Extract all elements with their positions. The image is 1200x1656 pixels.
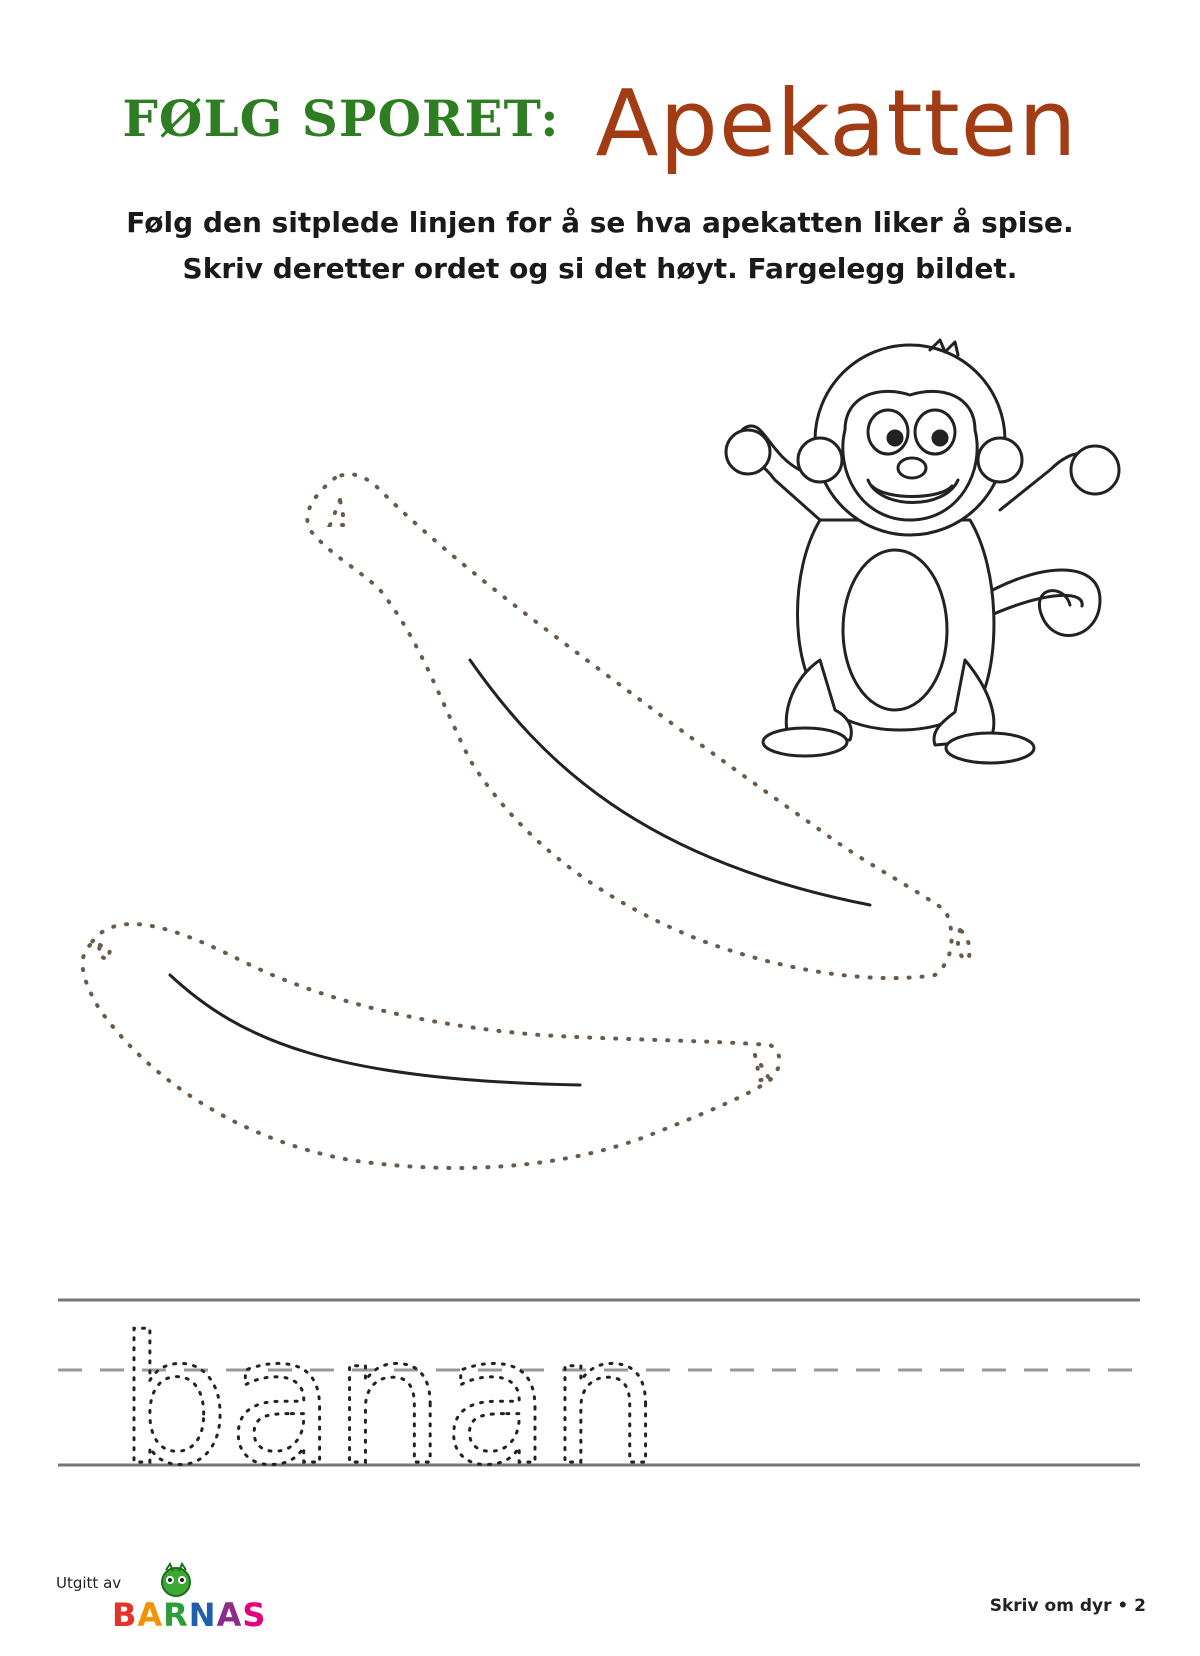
brand-letter: S	[242, 1596, 267, 1634]
published-by-label: Utgitt av	[56, 1574, 122, 1592]
brand-wordmark	[112, 1596, 266, 1634]
banana-dotted-outline-lower	[83, 924, 780, 1168]
publisher-logo	[56, 1560, 286, 1640]
instruction-line-1: Følg den sitplede linjen for å se hva apekatten liker å spise.	[126, 206, 1074, 239]
brand-letter: R	[163, 1596, 189, 1634]
monkey-illustration	[726, 340, 1119, 763]
page-title: Apekatten	[595, 70, 1078, 177]
page-label: Skriv om dyr • 2	[989, 1596, 1146, 1616]
banana-inner-line-lower	[170, 975, 580, 1085]
instruction-line-2: Skriv deretter ordet og si det høyt. Fargelegg bildet.	[182, 252, 1018, 285]
brand-letter: A	[137, 1596, 164, 1634]
brand-letter: B	[112, 1596, 138, 1634]
barnas-mascot-icon	[156, 1560, 196, 1598]
brand-letter: A	[216, 1596, 243, 1634]
tracing-word[interactable]: banan	[118, 1299, 659, 1504]
brand-letter: N	[188, 1596, 217, 1634]
header-label: FØLG SPORET:	[122, 89, 560, 148]
